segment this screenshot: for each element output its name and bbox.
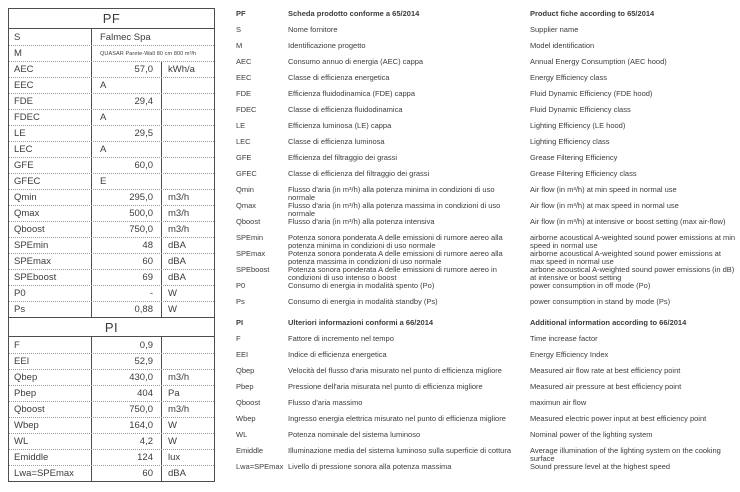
legend-row — [236, 383, 736, 399]
spec-code-cell: GFEC — [14, 176, 41, 187]
spec-unit-cell: lux — [161, 450, 214, 465]
legend-row — [236, 42, 736, 58]
table-row — [9, 433, 214, 449]
pi-section-header: PI — [9, 317, 214, 337]
legend-text-italian: Efficienza fluidodinamica (FDE) cappa — [288, 89, 416, 98]
legend-text-english: Grease Filtering Efficiency class — [530, 169, 637, 178]
legend-row — [236, 106, 736, 122]
spec-unit-cell: m3/h — [161, 190, 214, 205]
legend-code: PF — [236, 9, 246, 18]
table-row — [9, 369, 214, 385]
spec-unit-cell — [161, 158, 214, 173]
legend-text-english: power consumption in off mode (Po) — [530, 281, 651, 290]
legend-row — [236, 218, 736, 234]
legend-row — [236, 463, 736, 479]
legend-code: SPEmax — [236, 249, 266, 258]
legend-code: GFE — [236, 153, 252, 162]
legend-row — [236, 122, 736, 138]
spec-unit-cell: Pa — [161, 386, 214, 401]
table-row — [9, 285, 214, 301]
legend-text-english: Additional information according to 66/2014 — [530, 318, 687, 327]
spec-code-cell: SPEboost — [14, 272, 57, 283]
legend-text-italian: Identificazione progetto — [288, 41, 366, 50]
legend-code: EEI — [236, 350, 249, 359]
legend-text-english: Lighting Efficiency (LE hood) — [530, 121, 626, 130]
legend-text-italian: Ingresso energia elettrica misurato nel punto di efficienza migliore — [288, 414, 506, 423]
legend-code: LEC — [236, 137, 251, 146]
legend-row — [236, 335, 736, 351]
spec-value-cell: 48 — [91, 238, 161, 253]
legend-code: Qbep — [236, 366, 255, 375]
spec-value-cell: - — [91, 286, 161, 301]
spec-code-cell: P0 — [14, 288, 26, 299]
spec-value-cell: 750,0 — [91, 222, 161, 237]
legend-text-italian: Potenza sonora ponderata A delle emissioni di rumore aereo alla potenza massima in condizioni di uso normale — [288, 249, 503, 266]
legend-code: Ps — [236, 297, 245, 306]
legend-text-english: power consumption in stand by mode (Ps) — [530, 297, 671, 306]
legend-text-italian: Velocità del flusso d'aria misurato nel punto di efficienza migliore — [288, 366, 502, 375]
legend-text-english: Measured air flow rate at best efficiency point — [530, 366, 681, 375]
spec-unit-cell: dBA — [161, 238, 214, 253]
legend — [236, 10, 736, 479]
legend-code: AEC — [236, 57, 252, 66]
legend-row — [236, 138, 736, 154]
legend-pf-section — [236, 10, 736, 314]
spec-code-cell: M — [14, 48, 22, 59]
table-row — [9, 45, 214, 61]
spec-value-cell: 4,2 — [91, 434, 161, 449]
table-row — [9, 109, 214, 125]
legend-code: PI — [236, 318, 244, 327]
legend-text-italian: Flusso d'aria (in m³/h) alla potenza intensiva — [288, 217, 435, 226]
spec-unit-cell — [161, 337, 214, 353]
legend-code: Qmin — [236, 185, 254, 194]
spec-code-cell: AEC — [14, 64, 34, 75]
legend-text-italian: Classe di efficienza del filtraggio dei grassi — [288, 169, 430, 178]
spec-table — [8, 8, 215, 482]
spec-unit-cell — [161, 78, 214, 93]
legend-text-english: airbone acoustical A-weighted sound power emissions (in dB) at intensive or boost setting — [530, 265, 735, 282]
table-row — [9, 93, 214, 109]
table-row — [9, 77, 214, 93]
table-row — [9, 173, 214, 189]
spec-value-cell: 430,0 — [91, 370, 161, 385]
legend-text-english: Energy Efficiency class — [530, 73, 607, 82]
legend-row — [236, 319, 736, 335]
legend-text-italian: Flusso d'aria massimo — [288, 398, 363, 407]
spec-code-cell: SPEmax — [14, 256, 51, 267]
table-row — [9, 385, 214, 401]
legend-code: EEC — [236, 73, 252, 82]
legend-text-english: Supplier name — [530, 25, 579, 34]
table-row — [9, 61, 214, 77]
spec-unit-cell: m3/h — [161, 370, 214, 385]
spec-value-cell: 404 — [91, 386, 161, 401]
spec-value-cell: 60 — [91, 254, 161, 269]
spec-code-cell: Emiddle — [14, 452, 49, 463]
legend-row — [236, 298, 736, 314]
spec-value-cell: QUASAR Parete-Wall 80 cm 800 m³/h — [91, 46, 214, 61]
legend-code: GFEC — [236, 169, 257, 178]
legend-code: P0 — [236, 281, 246, 290]
legend-text-italian: Nome fornitore — [288, 25, 338, 34]
legend-row — [236, 90, 736, 106]
legend-text-english: airborne acoustical A-weighted sound power emissions at min speed in normal use — [530, 233, 736, 250]
legend-code: FDE — [236, 89, 251, 98]
legend-text-english: Measured air pressure at best efficiency point — [530, 382, 682, 391]
legend-code: FDEC — [236, 105, 257, 114]
table-row — [9, 125, 214, 141]
spec-unit-cell: m3/h — [161, 222, 214, 237]
spec-value-cell: 124 — [91, 450, 161, 465]
spec-value-cell: A — [91, 78, 161, 93]
legend-text-english: Fluid Dynamic Efficiency (FDE hood) — [530, 89, 653, 98]
spec-value-cell: 52,9 — [91, 354, 161, 369]
legend-text-italian: Fattore di incremento nel tempo — [288, 334, 394, 343]
table-row — [9, 337, 214, 353]
legend-text-italian: Flusso d'aria (in m³/h) alla potenza minima in condizioni di uso normale — [288, 185, 495, 202]
spec-unit-cell: dBA — [161, 466, 214, 481]
spec-code-cell: Qmax — [14, 208, 40, 219]
spec-unit-cell — [161, 126, 214, 141]
legend-code: S — [236, 25, 242, 34]
spec-code-cell: Qmin — [14, 192, 37, 203]
spec-code-cell: Wbep — [14, 420, 39, 431]
legend-row — [236, 58, 736, 74]
spec-value-cell: 29,4 — [91, 94, 161, 109]
legend-pi-section — [236, 319, 736, 479]
legend-text-english: Lighting Efficiency class — [530, 137, 610, 146]
spec-unit-cell — [161, 174, 214, 189]
legend-row — [236, 234, 736, 250]
legend-code: F — [236, 334, 241, 343]
legend-row — [236, 10, 736, 26]
table-row — [9, 465, 214, 481]
spec-value-cell: A — [91, 142, 161, 157]
spec-unit-cell — [161, 94, 214, 109]
table-row — [9, 401, 214, 417]
legend-text-italian: Indice di efficienza energetica — [288, 350, 387, 359]
legend-text-italian: Illuminazione media del sistema luminoso sulla superficie di cottura — [288, 446, 512, 455]
legend-row — [236, 367, 736, 383]
spec-code-cell: Qbep — [14, 372, 38, 383]
legend-code: Qboost — [236, 217, 261, 226]
spec-unit-cell — [161, 354, 214, 369]
legend-text-english: Time increase factor — [530, 334, 598, 343]
spec-value-cell: 57,0 — [91, 62, 161, 77]
spec-unit-cell — [161, 142, 214, 157]
legend-row — [236, 202, 736, 218]
legend-text-italian: Efficienza luminosa (LE) cappa — [288, 121, 392, 130]
legend-text-english: Air flow (in m³/h) at min speed in normal use — [530, 185, 677, 194]
legend-row — [236, 447, 736, 463]
spec-value-cell: 69 — [91, 270, 161, 285]
pf-section-header: PF — [9, 9, 214, 29]
legend-text-english: Product fiche according to 65/2014 — [530, 9, 655, 18]
table-row — [9, 189, 214, 205]
legend-text-english: Air flow (in m³/h) at max speed in normal use — [530, 201, 679, 210]
legend-code: Wbep — [236, 414, 256, 423]
table-row — [9, 237, 214, 253]
legend-code: LE — [236, 121, 246, 130]
spec-code-cell: FDE — [14, 96, 33, 107]
spec-unit-cell: W — [161, 434, 214, 449]
legend-text-italian: Classe di efficienza luminosa — [288, 137, 385, 146]
pf-rows — [9, 29, 214, 317]
table-row — [9, 449, 214, 465]
legend-text-english: Average illumination of the lighting system on the cooking surface — [530, 446, 721, 463]
spec-unit-cell: W — [161, 418, 214, 433]
spec-code-cell: LE — [14, 128, 26, 139]
legend-row — [236, 26, 736, 42]
table-row — [9, 417, 214, 433]
spec-code-cell: S — [14, 31, 21, 43]
legend-row — [236, 415, 736, 431]
spec-code-cell: Pbep — [14, 388, 37, 399]
legend-row — [236, 399, 736, 415]
legend-row — [236, 74, 736, 90]
legend-text-italian: Potenza sonora ponderata A delle emissioni di rumore aereo alla potenza minima in condizioni di uso normale — [288, 233, 503, 250]
legend-text-english: airborne acoustical A-weighted sound power emissions at max speed in normal use — [530, 249, 721, 266]
spec-code-cell: Qboost — [14, 224, 45, 235]
table-row — [9, 141, 214, 157]
spec-code-cell: Qboost — [14, 404, 45, 415]
table-row — [9, 29, 214, 45]
legend-code: SPEmin — [236, 233, 264, 242]
spec-value-cell: Falmec Spa — [91, 29, 214, 45]
legend-text-english: Grease Filtering Efficiency — [530, 153, 618, 162]
legend-code: SPEboost — [236, 265, 270, 274]
legend-row — [236, 431, 736, 447]
table-row — [9, 221, 214, 237]
legend-row — [236, 266, 736, 282]
legend-code: Qmax — [236, 201, 257, 210]
legend-row — [236, 351, 736, 367]
spec-code-cell: EEC — [14, 80, 34, 91]
spec-value-cell: A — [91, 110, 161, 125]
spec-value-cell: 0,9 — [91, 337, 161, 353]
legend-text-italian: Consumo annuo di energia (AEC) cappa — [288, 57, 424, 66]
spec-unit-cell — [161, 110, 214, 125]
spec-unit-cell: m3/h — [161, 402, 214, 417]
spec-unit-cell: m3/h — [161, 206, 214, 221]
legend-row — [236, 154, 736, 170]
table-row — [9, 253, 214, 269]
table-row — [9, 269, 214, 285]
spec-code-cell: Lwa=SPEmax — [14, 468, 74, 479]
legend-text-english: Measured electric power input at best efficiency point — [530, 414, 707, 423]
table-row — [9, 205, 214, 221]
spec-unit-cell: dBA — [161, 254, 214, 269]
legend-text-italian: Ulteriori informazioni conformi a 66/2014 — [288, 318, 434, 327]
legend-text-english: Annual Energy Consumption (AEC hood) — [530, 57, 667, 66]
spec-value-cell: 164,0 — [91, 418, 161, 433]
spec-value-cell: E — [91, 174, 161, 189]
legend-text-english: Nominal power of the lighting system — [530, 430, 653, 439]
legend-code: Pbep — [236, 382, 254, 391]
spec-unit-cell: dBA — [161, 270, 214, 285]
legend-code: Lwa=SPEmax — [236, 462, 284, 471]
spec-code-cell: FDEC — [14, 112, 40, 123]
spec-unit-cell: kWh/a — [161, 62, 214, 77]
spec-code-cell: Ps — [14, 304, 26, 315]
spec-unit-cell: W — [161, 302, 214, 317]
legend-text-italian: Flusso d'aria (in m³/h) alla potenza massima in condizioni di uso normale — [288, 201, 501, 218]
legend-text-english: Sound pressure level at the highest speed — [530, 462, 671, 471]
table-row — [9, 353, 214, 369]
legend-text-italian: Scheda prodotto conforme a 65/2014 — [288, 9, 420, 18]
table-row — [9, 301, 214, 317]
spec-value-cell: 750,0 — [91, 402, 161, 417]
legend-text-english: Model identification — [530, 41, 595, 50]
spec-code-cell: EEI — [14, 356, 30, 367]
legend-code: Emiddle — [236, 446, 264, 455]
pi-rows — [9, 337, 214, 481]
legend-text-english: Fluid Dynamic Efficiency class — [530, 105, 631, 114]
legend-text-italian: Pressione dell'aria misurata nel punto di efficienza migliore — [288, 382, 483, 391]
spec-value-cell: 60,0 — [91, 158, 161, 173]
spec-value-cell: 295,0 — [91, 190, 161, 205]
legend-code: Qboost — [236, 398, 261, 407]
spec-code-cell: WL — [14, 436, 29, 447]
spec-value-cell: 0,88 — [91, 302, 161, 317]
legend-row — [236, 170, 736, 186]
legend-text-english: Energy Efficiency Index — [530, 350, 609, 359]
legend-row — [236, 282, 736, 298]
spec-code-cell: GFE — [14, 160, 34, 171]
spec-unit-cell: W — [161, 286, 214, 301]
legend-row — [236, 250, 736, 266]
spec-value-cell: 500,0 — [91, 206, 161, 221]
legend-text-english: Air flow (in m³/h) at intensive or boost setting (max air-flow) — [530, 217, 726, 226]
legend-text-italian: Potenza sonora ponderata A delle emissioni di rumore aereo in condizioni di uso intenso o boost — [288, 265, 497, 282]
spec-code-cell: SPEmin — [14, 240, 49, 251]
legend-text-italian: Potenza nominale del sistema luminoso — [288, 430, 421, 439]
spec-value-cell: 60 — [91, 466, 161, 481]
spec-code-cell: LEC — [14, 144, 33, 155]
spec-code-cell: F — [14, 339, 20, 351]
legend-text-italian: Consumo di energia in modalità standby (Ps) — [288, 297, 438, 306]
spec-value-cell: 29,5 — [91, 126, 161, 141]
legend-text-italian: Classe di efficienza fluidodinamica — [288, 105, 403, 114]
legend-text-english: maximun air flow — [530, 398, 587, 407]
legend-row — [236, 186, 736, 202]
legend-text-italian: Livello di pressione sonora alla potenza massima — [288, 462, 452, 471]
legend-text-italian: Consumo di energia in modalità spento (Po) — [288, 281, 435, 290]
table-row — [9, 157, 214, 173]
legend-code: M — [236, 41, 243, 50]
legend-code: WL — [236, 430, 248, 439]
legend-text-italian: Classe di efficienza energetica — [288, 73, 390, 82]
legend-text-italian: Efficienza del filtraggio dei grassi — [288, 153, 398, 162]
